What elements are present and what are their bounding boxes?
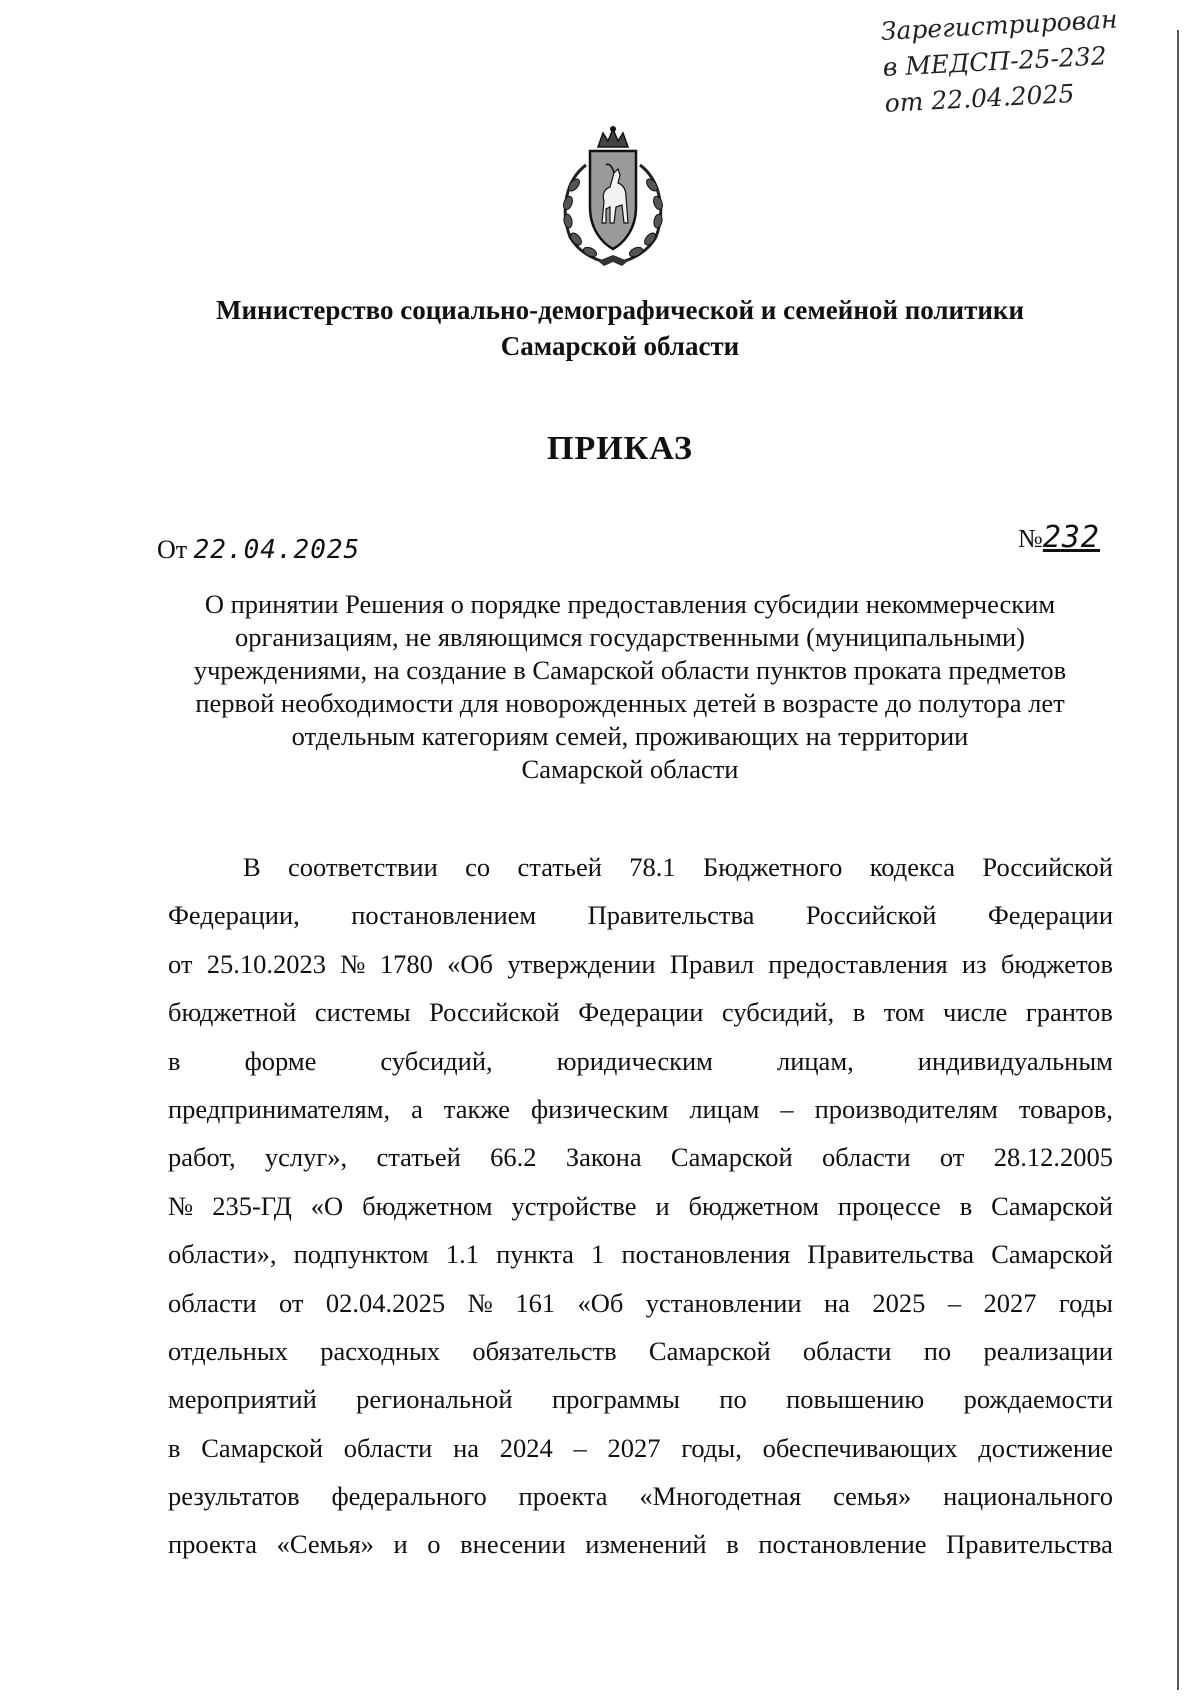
registration-note-line: от 22.04.2025 xyxy=(883,78,1076,118)
body-line: мероприятий региональной программы по повышению рождаемости xyxy=(168,1384,1113,1415)
subject-line: О принятии Решения о порядке предоставления субсидии некоммерческим xyxy=(204,589,1056,619)
document-subject xyxy=(150,588,1110,786)
body-line: области», подпунктом 1.1 пункта 1 постановления Правительства Самарской xyxy=(168,1239,1113,1270)
body-line: отдельных расходных обязательств Самарской области по реализации xyxy=(168,1335,1113,1366)
body-line: области от 02.04.2025 № 161 «Об установлении на 2025 – 2027 годы xyxy=(168,1287,1113,1318)
samara-coat-of-arms-icon xyxy=(548,125,678,267)
subject-line: учреждениями, на создание в Самарской области пунктов проката предметов xyxy=(193,655,1067,685)
registration-note-line: в МЕДСП-25-232 xyxy=(882,41,1108,82)
number-value: 232 xyxy=(1042,520,1100,555)
body-line: в Самарской области на 2024 – 2027 годы, обеспечивающих достижение xyxy=(168,1432,1113,1463)
date-prefix: От xyxy=(157,535,188,564)
body-line: результатов федерального проекта «Многодетная семья» национального xyxy=(168,1481,1113,1512)
body-line: от 25.10.2023 № 1780 «Об утверждении Правил предоставления из бюджетов xyxy=(168,948,1113,979)
body-line: бюджетной системы Российской Федерации субсидий, в том числе грантов xyxy=(168,997,1113,1028)
subject-line: Самарской области xyxy=(521,754,739,784)
registration-note-line: Зарегистрирован xyxy=(880,4,1119,46)
registration-handwritten-note xyxy=(880,0,1145,121)
ministry-line: Министерство социально-демографической и семейной политики xyxy=(215,295,1025,325)
subject-line: отдельным категориям семей, проживающих на территории xyxy=(291,721,969,751)
scan-edge-line xyxy=(1177,30,1179,1690)
document-number xyxy=(1018,520,1100,555)
subject-line: организациям, не являющимся государственными (муниципальными) xyxy=(235,622,1025,652)
body-line: работ, услуг», статьей 66.2 Закона Самарской области от 28.12.2005 xyxy=(168,1142,1113,1173)
ministry-line: Самарской области xyxy=(500,331,740,361)
document-date xyxy=(157,535,360,565)
document-body xyxy=(168,843,1113,1569)
body-line: в форме субсидий, юридическим лицам, индивидуальным xyxy=(168,1045,1113,1076)
body-line: № 235-ГД «О бюджетном устройстве и бюджетном процессе в Самарской xyxy=(168,1190,1113,1221)
number-prefix: № xyxy=(1018,524,1043,553)
document-type-title: ПРИКАЗ xyxy=(547,430,693,467)
body-line: Федерации, постановлением Правительства Российской Федерации xyxy=(168,900,1113,931)
date-value: 22.04.2025 xyxy=(193,535,361,565)
body-line: проекта «Семья» и о внесении изменений в постановление Правительства xyxy=(168,1529,1113,1560)
subject-line: первой необходимости для новорожденных детей в возрасте до полутора лет xyxy=(195,688,1065,718)
body-line: предпринимателям, а также физическим лицам – производителям товаров, xyxy=(168,1093,1113,1124)
body-line: В соответствии со статьей 78.1 Бюджетного кодекса Российской xyxy=(243,852,1113,882)
ministry-name xyxy=(100,292,1140,364)
